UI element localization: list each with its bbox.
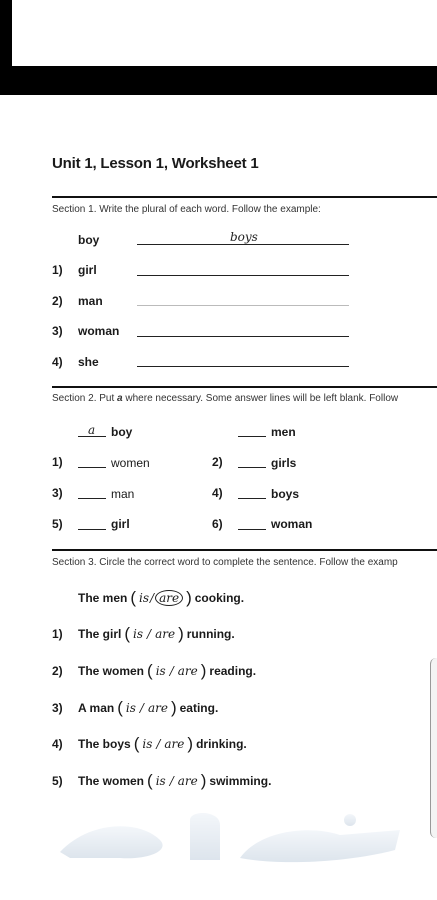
section1-item-number: 2) (52, 294, 63, 308)
section1-answer-line[interactable] (137, 275, 349, 276)
section1-item-word: girl (78, 263, 97, 277)
close-paren: ) (200, 771, 207, 790)
top-black-block (0, 0, 12, 66)
section1-item-number: 4) (52, 355, 63, 369)
section2-heading: Section 2. Put a where necessary. Some answer lines will be left blank. Follow (52, 393, 399, 404)
section1-rule (52, 196, 437, 198)
sentence-end: running. (186, 627, 235, 641)
section2-item-word: women (111, 456, 150, 470)
worksheet-title: Unit 1, Lesson 1, Worksheet 1 (52, 155, 259, 172)
sentence-start: The women (78, 664, 145, 678)
section1-item-number: 3) (52, 324, 63, 338)
section3-item (52, 698, 218, 718)
section2-answer-line[interactable] (238, 498, 266, 499)
open-paren: ( (117, 698, 123, 717)
option-is[interactable]: is (125, 701, 136, 715)
sentence-start: The men (78, 591, 128, 605)
section2-item-number: 6) (212, 517, 223, 531)
sentence-end: drinking. (196, 737, 247, 751)
sentence-start: The girl (78, 627, 122, 641)
section2-answer-line[interactable] (238, 436, 266, 437)
section3-heading: Section 3. Circle the correct word to complete the sentence. Follow the examp (52, 557, 398, 568)
section2-item-word: man (111, 487, 135, 501)
slash: / (169, 774, 174, 788)
open-paren: ( (147, 661, 153, 680)
open-paren: ( (133, 734, 140, 753)
section1-example-answer: boys (230, 230, 258, 244)
section2-answer-line[interactable] (78, 498, 106, 499)
item-number: 2) (52, 664, 63, 678)
option-is: is (139, 591, 150, 605)
open-paren: ( (130, 588, 137, 607)
sentence-start: The women (78, 774, 145, 788)
close-paren: ) (186, 588, 192, 607)
section1-item-word: she (78, 355, 99, 369)
section2-item-number: 4) (212, 486, 223, 500)
sentence-end: swimming. (209, 774, 272, 788)
section2-item-number: 2) (212, 455, 223, 469)
section3-example (52, 588, 244, 608)
section1-heading: Section 1. Write the plural of each word. Follow the example: (52, 204, 321, 215)
open-paren: ( (124, 624, 131, 643)
section2-rule (52, 386, 437, 388)
section1-item-number: 1) (52, 263, 63, 277)
open-paren: ( (147, 771, 153, 790)
section2-example-answer: a (88, 423, 96, 437)
item-number: 4) (52, 737, 63, 751)
sentence-start: The boys (78, 737, 131, 751)
option-are[interactable]: are (147, 701, 168, 715)
section2-example-right-word: men (271, 425, 296, 439)
section2-item-word: boys (271, 487, 300, 501)
option-is[interactable]: is (142, 737, 153, 751)
section2-answer-line[interactable] (78, 529, 106, 530)
section1-example-word: boy (78, 233, 100, 247)
section2-item-word: girl (111, 517, 130, 531)
top-black-bar (0, 66, 437, 95)
section2-example-word: boy (111, 425, 133, 439)
sentence-start: A man (78, 701, 115, 715)
close-paren: ) (178, 624, 184, 643)
option-are-circled: are (155, 590, 183, 606)
section2-item-number: 1) (52, 455, 63, 469)
section1-answer-line[interactable] (137, 366, 349, 367)
section2-answer-line[interactable] (78, 467, 106, 468)
close-paren: ) (187, 734, 194, 753)
section2-item-number: 3) (52, 486, 63, 500)
slash: / (150, 591, 155, 605)
section3-item (52, 771, 271, 791)
option-are[interactable]: are (164, 737, 185, 751)
page-edge-tab (430, 658, 437, 838)
section3-item (52, 661, 256, 681)
watermark-logo (50, 800, 420, 870)
item-number: 5) (52, 774, 63, 788)
sentence-end: reading. (209, 664, 257, 678)
section2-answer-line[interactable] (238, 467, 266, 468)
section2-item-word: woman (271, 517, 313, 531)
section3-item (52, 734, 247, 754)
slash: / (156, 737, 161, 751)
slash: / (169, 664, 174, 678)
section1-example-line (137, 244, 349, 245)
option-is[interactable]: is (133, 627, 144, 641)
option-are[interactable]: are (155, 627, 176, 641)
section1-answer-line[interactable] (137, 336, 349, 337)
close-paren: ) (170, 698, 177, 717)
section3-rule (52, 549, 437, 551)
section2-answer-line[interactable] (238, 529, 266, 530)
sentence-end: cooking. (194, 591, 245, 605)
option-is[interactable]: is (155, 774, 166, 788)
option-are[interactable]: are (177, 774, 198, 788)
slash: / (147, 627, 152, 641)
section1-item-word: woman (78, 324, 120, 338)
section1-item-word: man (78, 294, 103, 308)
item-number: 3) (52, 701, 63, 715)
option-are[interactable]: are (177, 664, 198, 678)
section2-item-number: 5) (52, 517, 63, 531)
item-number: 1) (52, 627, 63, 641)
option-is[interactable]: is (155, 664, 166, 678)
close-paren: ) (200, 661, 207, 680)
slash: / (139, 701, 144, 715)
section1-answer-line[interactable] (137, 305, 349, 306)
section2-item-word: girls (271, 456, 297, 470)
section3-item (52, 624, 235, 644)
sentence-end: eating. (179, 701, 219, 715)
